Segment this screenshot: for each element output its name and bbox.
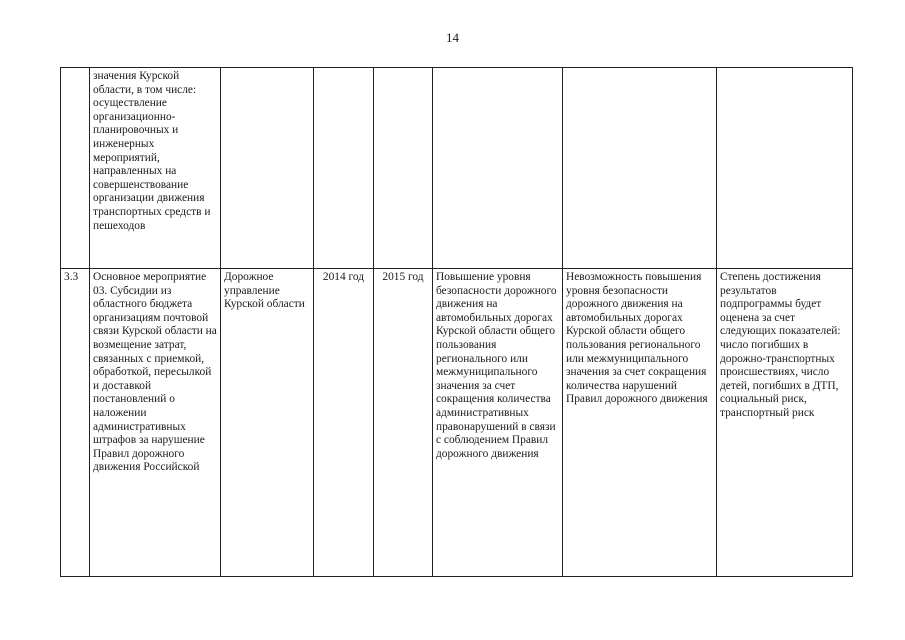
measures-table	[60, 67, 853, 577]
start-year-cell	[314, 68, 374, 269]
expected-result-cell	[433, 68, 563, 269]
end-year-cell	[374, 68, 433, 269]
consequences-cell: Невозможность повышения уровня безопасности дорожного движения на автомобильных дорогах Курской области общего пользования регионального или межмуниципального значения за счет сокращения количества нарушений Правил дорожного движения	[563, 269, 717, 577]
expected-result-cell: Повышение уровня безопасности дорожного движения на автомобильных дорогах Курской области общего пользования регионального или межмуниципального значения за счет сокращения количества административных правонарушений в связи с соблюдением Правил дорожного движения	[433, 269, 563, 577]
executor-cell	[221, 68, 314, 269]
row-number-cell	[61, 68, 90, 269]
table-row	[61, 269, 853, 577]
indicators-cell	[717, 68, 853, 269]
page-number: 14	[446, 30, 459, 45]
consequences-cell	[563, 68, 717, 269]
table-row	[61, 68, 853, 269]
event-cell: Основное мероприятие 03. Субсидии из областного бюджета организациям почтовой связи Курской области на возмещение затрат, связанных с приемкой, обработкой, пересылкой и доставкой постановлений о наложении административных штрафов за нарушение Правил дорожного движения Российской	[90, 269, 221, 577]
indicators-cell: Степень достижения результатов подпрограммы будет оценена за счет следующих показателей: число погибших в дорожно-транспортных происшествиях, число детей, погибших в ДТП, социальный риск, транспортный риск	[717, 269, 853, 577]
row-number-cell: 3.3	[61, 269, 90, 577]
executor-cell: Дорожное управление Курской области	[221, 269, 314, 577]
event-cell: значения Курской области, в том числе: осуществление организационно-планировочных и инженерных мероприятий, направленных на совершенствование организации движения транспортных средств и пешеходов	[90, 68, 221, 269]
end-year-cell: 2015 год	[374, 269, 433, 577]
start-year-cell: 2014 год	[314, 269, 374, 577]
